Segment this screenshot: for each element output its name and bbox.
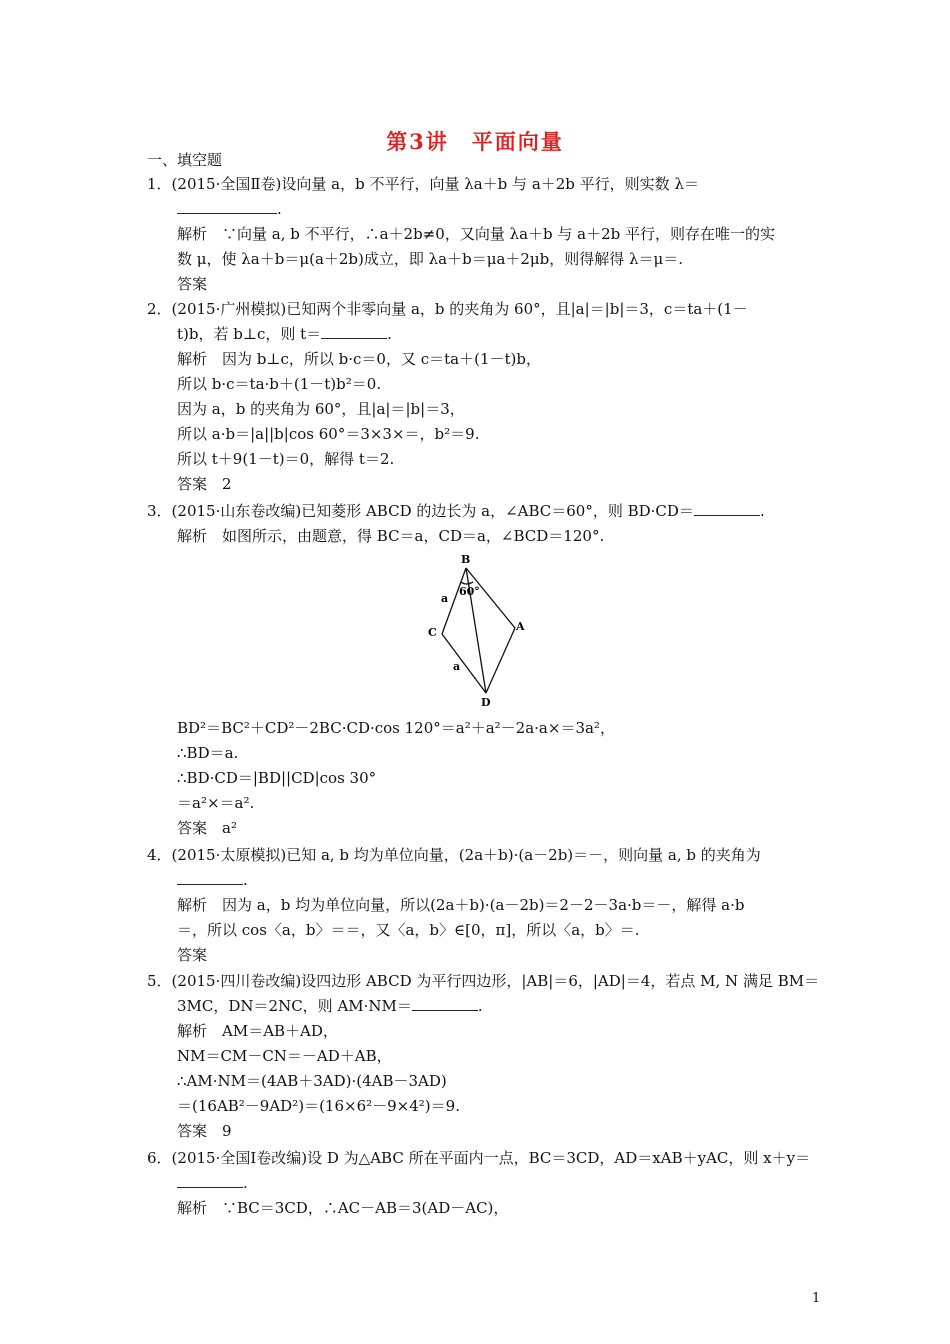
answer-blank	[177, 870, 243, 885]
solution-line: ∴BD·CD＝|BD||CD|cos 30°	[177, 769, 377, 787]
solution-line: 解析 因为 b⊥c，所以 b·c＝0，又 c＝ta＋(1－t)b，	[177, 350, 541, 368]
question-6-blank-line: .	[177, 1173, 248, 1193]
answer-blank	[412, 996, 478, 1011]
rhombus-figure	[418, 552, 528, 710]
solution-line: 所以 a·b＝|a||b|cos 60°＝3×3×＝，b²＝9.	[177, 425, 480, 443]
section-heading: 一、填空题	[147, 151, 223, 169]
answer-blank	[177, 199, 277, 214]
solution-line: 所以 t＋9(1－t)＝0，解得 t＝2.	[177, 450, 395, 468]
solution-line: 解析 因为 a，b 均为单位向量，所以(2a＋b)·(a－2b)＝2－2－3a·b＝－，解得 a·b	[177, 896, 745, 914]
solution-line: ∴AM·NM＝(4AB＋3AD)·(4AB－3AD)	[177, 1072, 447, 1090]
question-1-blank-line: .	[177, 199, 282, 219]
label-angle: 60°	[459, 585, 480, 598]
solution-line: 解析 ∵BC＝3CD，∴AC－AB＝3(AD－AC)，	[177, 1199, 509, 1217]
question-4-blank-line: .	[177, 870, 248, 890]
solution-line: 所以 b·c＝ta·b＋(1－t)b²＝0.	[177, 375, 382, 393]
label-A: A	[516, 620, 525, 633]
answer-line: 答案 a²	[177, 819, 237, 837]
question-5-line: 5．(2015·四川卷改编)设四边形 ABCD 为平行四边形，|AB|＝6，|AD|＝4，若点 M, N 满足 BM＝	[147, 972, 820, 990]
answer-line: 答案 2	[177, 475, 232, 493]
label-D: D	[481, 696, 491, 709]
solution-line: 因为 a，b 的夹角为 60°，且|a|＝|b|＝3，	[177, 400, 465, 418]
solution-line: ＝，所以 cos〈a，b〉＝＝，又〈a，b〉∈[0，π]，所以〈a，b〉＝.	[177, 921, 640, 939]
question-6-line: 6．(2015·全国Ⅰ卷改编)设 D 为△ABC 所在平面内一点，BC＝3CD，AD＝xAB＋yAC，则 x＋y＝	[147, 1149, 811, 1167]
solution-line: 解析 AM＝AB＋AD，	[177, 1022, 338, 1040]
solution-line: BD²＝BC²＋CD²－2BC·CD·cos 120°＝a²＋a²－2a·a×＝3a²，	[177, 719, 615, 737]
answer-line: 答案	[177, 946, 208, 964]
solution-line: NM＝CM－CN＝－AD＋AB，	[177, 1047, 392, 1065]
label-side-a: a	[441, 592, 449, 605]
label-side-a: a	[453, 660, 461, 673]
question-4-line: 4．(2015·太原模拟)已知 a, b 均为单位向量，(2a＋b)·(a－2b)＝－，则向量 a, b 的夹角为	[147, 846, 761, 864]
question-5-line: 3MC，DN＝2NC，则 AM·NM＝ .	[177, 997, 483, 1015]
page-title: 第3讲 平面向量	[386, 129, 564, 154]
solution-line: ＝(16AB²－9AD²)＝(16×6²－9×4²)＝9.	[177, 1097, 460, 1115]
answer-blank	[177, 1173, 243, 1188]
answer-blank	[694, 501, 760, 516]
label-B: B	[461, 553, 471, 566]
answer-line: 答案 9	[177, 1122, 232, 1140]
solution-line: ＝a²×＝a².	[177, 794, 255, 812]
question-2-line: 2．(2015·广州模拟)已知两个非零向量 a，b 的夹角为 60°，且|a|＝|b|＝3，c＝ta＋(1－	[147, 300, 748, 318]
answer-line: 答案	[177, 275, 208, 293]
question-2-line: t)b，若 b⊥c，则 t＝ .	[177, 325, 392, 343]
solution-line: ∴BD＝a.	[177, 744, 239, 762]
solution-line: 解析 如图所示，由题意，得 BC＝a，CD＝a，∠BCD＝120°.	[177, 527, 605, 545]
solution-line: 数 μ，使 λa＋b＝μ(a＋2b)成立，即 λa＋b＝μa＋2μb，则得解得 λ＝μ＝.	[177, 250, 684, 268]
question-1-line: 1．(2015·全国Ⅱ卷)设向量 a，b 不平行，向量 λa＋b 与 a＋2b 平行，则实数 λ＝	[147, 175, 699, 193]
question-3-line: 3．(2015·山东卷改编)已知菱形 ABCD 的边长为 a，∠ABC＝60°，则 BD·CD＝ .	[147, 502, 765, 520]
solution-line: 解析 ∵向量 a, b 不平行，∴a＋2b≠0，又向量 λa＋b 与 a＋2b 平行，则存在唯一的实	[177, 225, 776, 243]
page-number: 1	[812, 1291, 821, 1306]
answer-blank	[321, 324, 387, 339]
label-C: C	[428, 626, 437, 639]
